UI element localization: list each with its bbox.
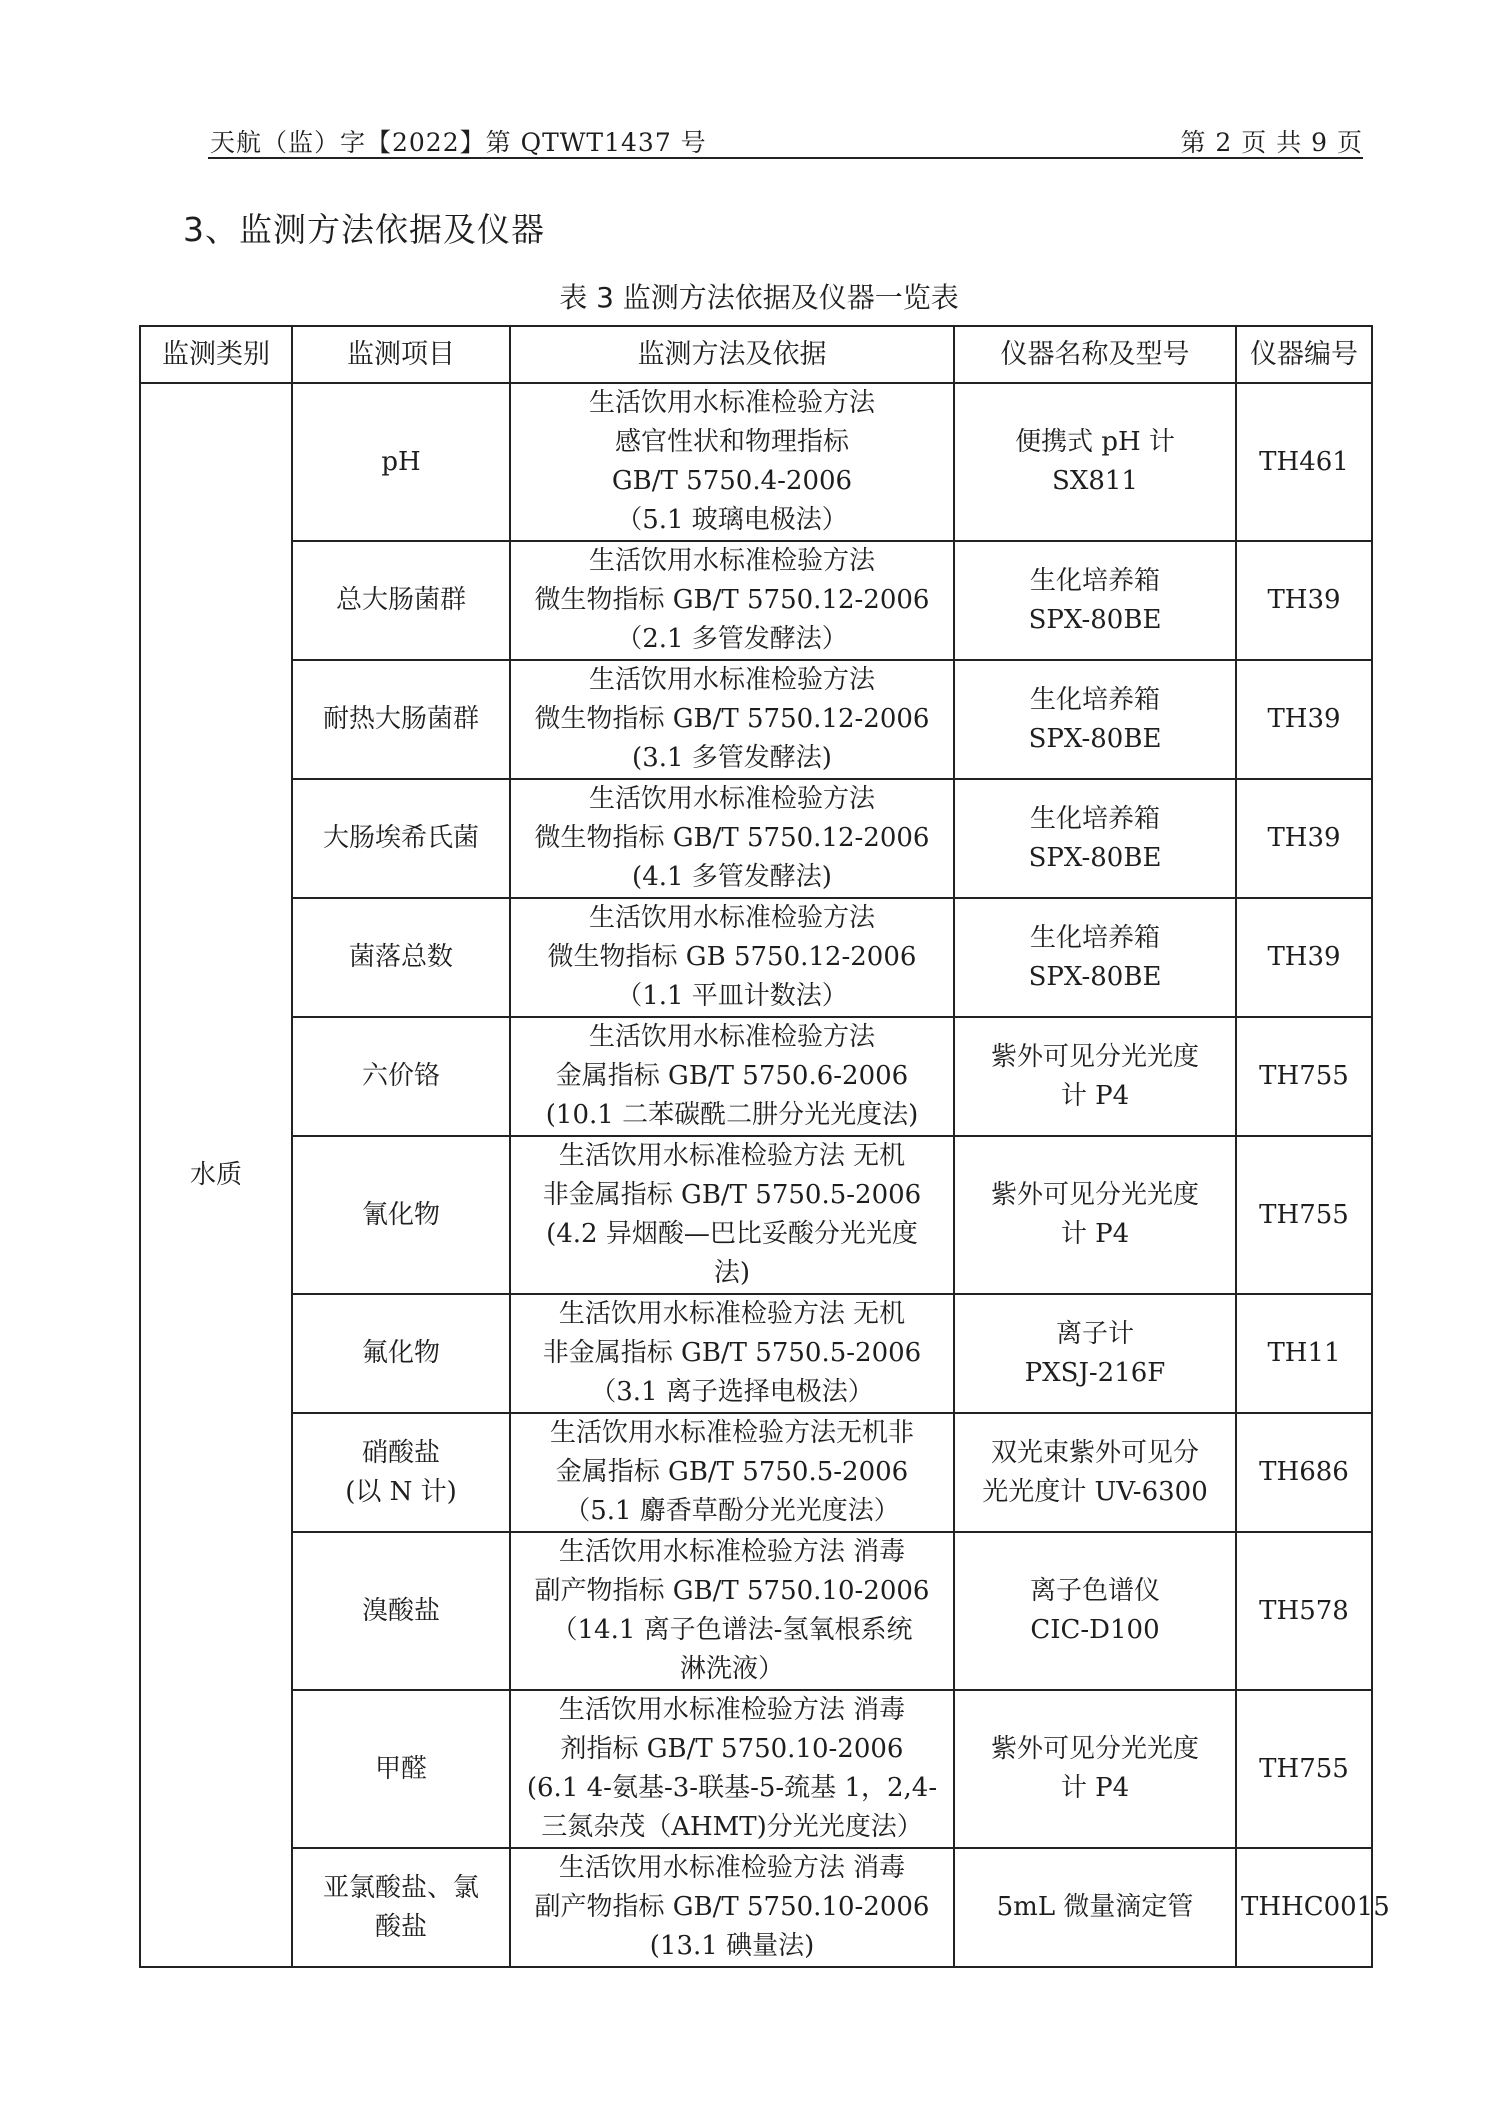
method-cell-line: （3.1 离子选择电极法）: [590, 1377, 874, 1407]
instrument-number-cell: TH39: [1236, 660, 1372, 779]
method-cell-line: (3.1 多管发酵法): [632, 743, 832, 773]
item-cell-line: 酸盐: [374, 1911, 427, 1942]
item-cell: [292, 1413, 510, 1532]
method-cell-line: 生活饮用水标准检验方法: [588, 903, 875, 933]
method-cell: [510, 1017, 954, 1136]
instrument-cell-line: PXSJ-216F: [1024, 1357, 1166, 1388]
instrument-cell-line: 生化培养箱: [1029, 922, 1160, 953]
category-cell: 水质: [140, 383, 292, 1967]
method-cell-line: 微生物指标 GB/T 5750.12-2006: [534, 823, 930, 853]
instrument-cell: [954, 1532, 1236, 1690]
method-cell-line: （14.1 离子色谱法-氢氧根系统: [551, 1615, 913, 1645]
method-cell-line: (13.1 碘量法): [649, 1931, 815, 1961]
method-cell-line: 法): [713, 1258, 751, 1288]
instrument-cell: [954, 1413, 1236, 1532]
instrument-cell: [954, 383, 1236, 541]
item-cell-line: 菌落总数: [348, 942, 453, 972]
instrument-cell-line: 离子色谱仪: [1029, 1576, 1160, 1606]
item-cell-line: 六价铬: [361, 1061, 440, 1091]
methods-table: [139, 325, 1390, 1968]
instrument-cell-line: SX811: [1052, 466, 1138, 496]
instrument-cell: [954, 898, 1236, 1017]
table-row: [140, 1532, 1372, 1690]
method-cell-line: 生活饮用水标准检验方法 消毒: [558, 1853, 906, 1883]
item-cell: [292, 1848, 510, 1967]
instrument-number-cell: TH755: [1236, 1136, 1372, 1294]
instrument-cell: [954, 1017, 1236, 1136]
method-cell-line: 生活饮用水标准检验方法 无机: [558, 1299, 906, 1329]
method-cell: [510, 541, 954, 660]
instrument-number-cell: TH11: [1236, 1294, 1372, 1413]
instrument-cell-line: 紫外可见分光光度: [990, 1734, 1199, 1764]
method-cell-line: 淋洗液）: [679, 1654, 784, 1684]
instrument-cell-line: 生化培养箱: [1029, 565, 1160, 596]
method-cell-line: 微生物指标 GB/T 5750.12-2006: [534, 704, 930, 734]
instrument-cell-line: SPX-80BE: [1028, 604, 1162, 635]
method-cell: [510, 779, 954, 898]
instrument-cell: [954, 541, 1236, 660]
instrument-cell-line: 离子计: [1055, 1318, 1134, 1349]
method-cell-line: 生活饮用水标准检验方法: [588, 665, 875, 695]
item-cell: [292, 1294, 510, 1413]
method-cell-line: 微生物指标 GB/T 5750.12-2006: [534, 585, 930, 615]
item-cell-line: 氟化物: [361, 1338, 440, 1368]
item-cell: [292, 898, 510, 1017]
method-cell: [510, 1413, 954, 1532]
table-row: [140, 1848, 1372, 1967]
instrument-cell-line: 光光度计 UV-6300: [982, 1476, 1208, 1507]
method-cell-line: (10.1 二苯碳酰二肼分光光度法): [545, 1100, 919, 1130]
instrument-number-cell: TH461: [1236, 383, 1372, 541]
table-row: [140, 1136, 1372, 1294]
item-cell-line: 硝酸盐: [361, 1437, 440, 1468]
page-number: 第 2 页 共 9 页: [1180, 128, 1363, 157]
method-cell: [510, 1532, 954, 1690]
table-row: [140, 1690, 1372, 1848]
instrument-cell-line: 生化培养箱: [1029, 684, 1160, 715]
instrument-cell-line: 计 P4: [1060, 1219, 1130, 1249]
method-cell-line: 金属指标 GB/T 5750.6-2006: [555, 1061, 909, 1091]
method-cell-line: 生活饮用水标准检验方法无机非: [549, 1418, 914, 1448]
method-cell-line: （5.1 玻璃电极法）: [616, 505, 848, 535]
instrument-cell-line: 5mL 微量滴定管: [996, 1892, 1194, 1922]
instrument-number-cell: TH755: [1236, 1017, 1372, 1136]
method-cell: [510, 383, 954, 541]
method-cell-line: 生活饮用水标准检验方法 无机: [558, 1141, 906, 1171]
header-number: 仪器编号: [1236, 326, 1372, 383]
section-title: 3、监测方法依据及仪器: [183, 210, 545, 249]
item-cell: [292, 660, 510, 779]
method-cell: [510, 1294, 954, 1413]
instrument-cell: [954, 1848, 1236, 1967]
item-cell: [292, 383, 510, 541]
method-cell-line: （1.1 平皿计数法）: [616, 981, 848, 1011]
method-cell-line: 非金属指标 GB/T 5750.5-2006: [542, 1338, 922, 1368]
instrument-cell-line: 便携式 pH 计: [1015, 427, 1175, 457]
method-cell-line: GB/T 5750.4-2006: [611, 466, 853, 496]
method-cell-line: 生活饮用水标准检验方法: [588, 784, 875, 814]
table-row: [140, 383, 1372, 541]
method-cell: [510, 1136, 954, 1294]
method-cell-line: 微生物指标 GB 5750.12-2006: [547, 942, 917, 972]
item-cell: [292, 779, 510, 898]
item-cell-line: 溴酸盐: [361, 1595, 440, 1626]
instrument-cell-line: CIC-D100: [1030, 1615, 1160, 1645]
method-cell-line: (4.2 异烟酸—巴比妥酸分光光度: [546, 1219, 918, 1249]
instrument-number-cell: THHC0015: [1236, 1848, 1372, 1967]
header-item: 监测项目: [292, 326, 510, 383]
header-instrument: 仪器名称及型号: [954, 326, 1236, 383]
instrument-number-cell: TH39: [1236, 541, 1372, 660]
instrument-cell: [954, 1690, 1236, 1848]
method-cell-line: 副产物指标 GB/T 5750.10-2006: [534, 1576, 930, 1606]
instrument-cell: [954, 1294, 1236, 1413]
method-cell-line: 副产物指标 GB/T 5750.10-2006: [534, 1892, 930, 1922]
method-cell-line: （2.1 多管发酵法）: [616, 624, 848, 654]
instrument-cell: [954, 1136, 1236, 1294]
item-cell-line: pH: [381, 446, 421, 477]
instrument-cell-line: 计 P4: [1060, 1080, 1130, 1111]
instrument-cell-line: SPX-80BE: [1028, 842, 1162, 873]
header-method: 监测方法及依据: [510, 326, 954, 383]
method-cell-line: (6.1 4-氨基-3-联基-5-巯基 1，2,4-: [526, 1773, 938, 1803]
table-row: [140, 541, 1372, 660]
instrument-cell-line: SPX-80BE: [1028, 723, 1162, 754]
item-cell-line: (以 N 计): [345, 1476, 457, 1507]
header-category: 监测类别: [140, 326, 292, 383]
table-row: [140, 1294, 1372, 1413]
instrument-number-cell: TH755: [1236, 1690, 1372, 1848]
method-cell-line: （5.1 麝香草酚分光光度法）: [564, 1496, 900, 1526]
item-cell-line: 氰化物: [361, 1199, 440, 1230]
method-cell-line: 生活饮用水标准检验方法: [588, 546, 875, 576]
table-row: [140, 779, 1372, 898]
item-cell: [292, 1690, 510, 1848]
table-body: [140, 383, 1390, 1967]
instrument-number-cell: TH578: [1236, 1532, 1372, 1690]
table-row: [140, 660, 1372, 779]
method-cell: [510, 1690, 954, 1848]
method-cell-line: 感官性状和物理指标: [614, 427, 849, 457]
method-cell: [510, 660, 954, 779]
method-cell-line: 金属指标 GB/T 5750.5-2006: [555, 1457, 909, 1487]
table-row: [140, 898, 1372, 1017]
page-header: [208, 117, 1363, 159]
instrument-number-cell: TH39: [1236, 779, 1372, 898]
table-row: [140, 1017, 1372, 1136]
table-caption: 表 3 监测方法依据及仪器一览表: [559, 281, 959, 314]
instrument-cell-line: 计 P4: [1060, 1773, 1130, 1803]
method-cell: [510, 898, 954, 1017]
item-cell: [292, 1017, 510, 1136]
item-cell-line: 大肠埃希氏菌: [322, 823, 479, 853]
instrument-cell: [954, 660, 1236, 779]
method-cell-line: 非金属指标 GB/T 5750.5-2006: [542, 1180, 922, 1210]
item-cell: [292, 541, 510, 660]
method-cell-line: 生活饮用水标准检验方法 消毒: [558, 1537, 906, 1567]
method-cell-line: (4.1 多管发酵法): [632, 862, 832, 892]
item-cell-line: 总大肠菌群: [335, 585, 466, 615]
instrument-cell-line: 生化培养箱: [1029, 803, 1160, 834]
method-cell-line: 生活饮用水标准检验方法: [588, 1022, 875, 1052]
table-row: [140, 1413, 1372, 1532]
instrument-cell-line: 紫外可见分光光度: [990, 1041, 1199, 1072]
item-cell-line: 甲醛: [374, 1753, 427, 1784]
method-cell-line: 剂指标 GB/T 5750.10-2006: [560, 1734, 904, 1764]
method-cell-line: 生活饮用水标准检验方法: [588, 388, 875, 418]
instrument-cell-line: SPX-80BE: [1028, 961, 1162, 992]
item-cell: [292, 1136, 510, 1294]
instrument-cell-line: 紫外可见分光光度: [990, 1180, 1199, 1210]
report-number: 天航（监）字【2022】第 QTWT1437 号: [210, 128, 707, 157]
item-cell-line: 耐热大肠菌群: [322, 704, 479, 734]
instrument-cell: [954, 779, 1236, 898]
instrument-number-cell: TH686: [1236, 1413, 1372, 1532]
instrument-cell-line: 双光束紫外可见分: [990, 1437, 1199, 1468]
method-cell-line: 三氮杂茂（AHMT)分光光度法）: [541, 1812, 923, 1842]
table-header-row: [140, 326, 1372, 383]
item-cell-line: 亚氯酸盐、氯: [322, 1872, 479, 1903]
item-cell: [292, 1532, 510, 1690]
method-cell-line: 生活饮用水标准检验方法 消毒: [558, 1695, 906, 1725]
method-cell: [510, 1848, 954, 1967]
instrument-number-cell: TH39: [1236, 898, 1372, 1017]
